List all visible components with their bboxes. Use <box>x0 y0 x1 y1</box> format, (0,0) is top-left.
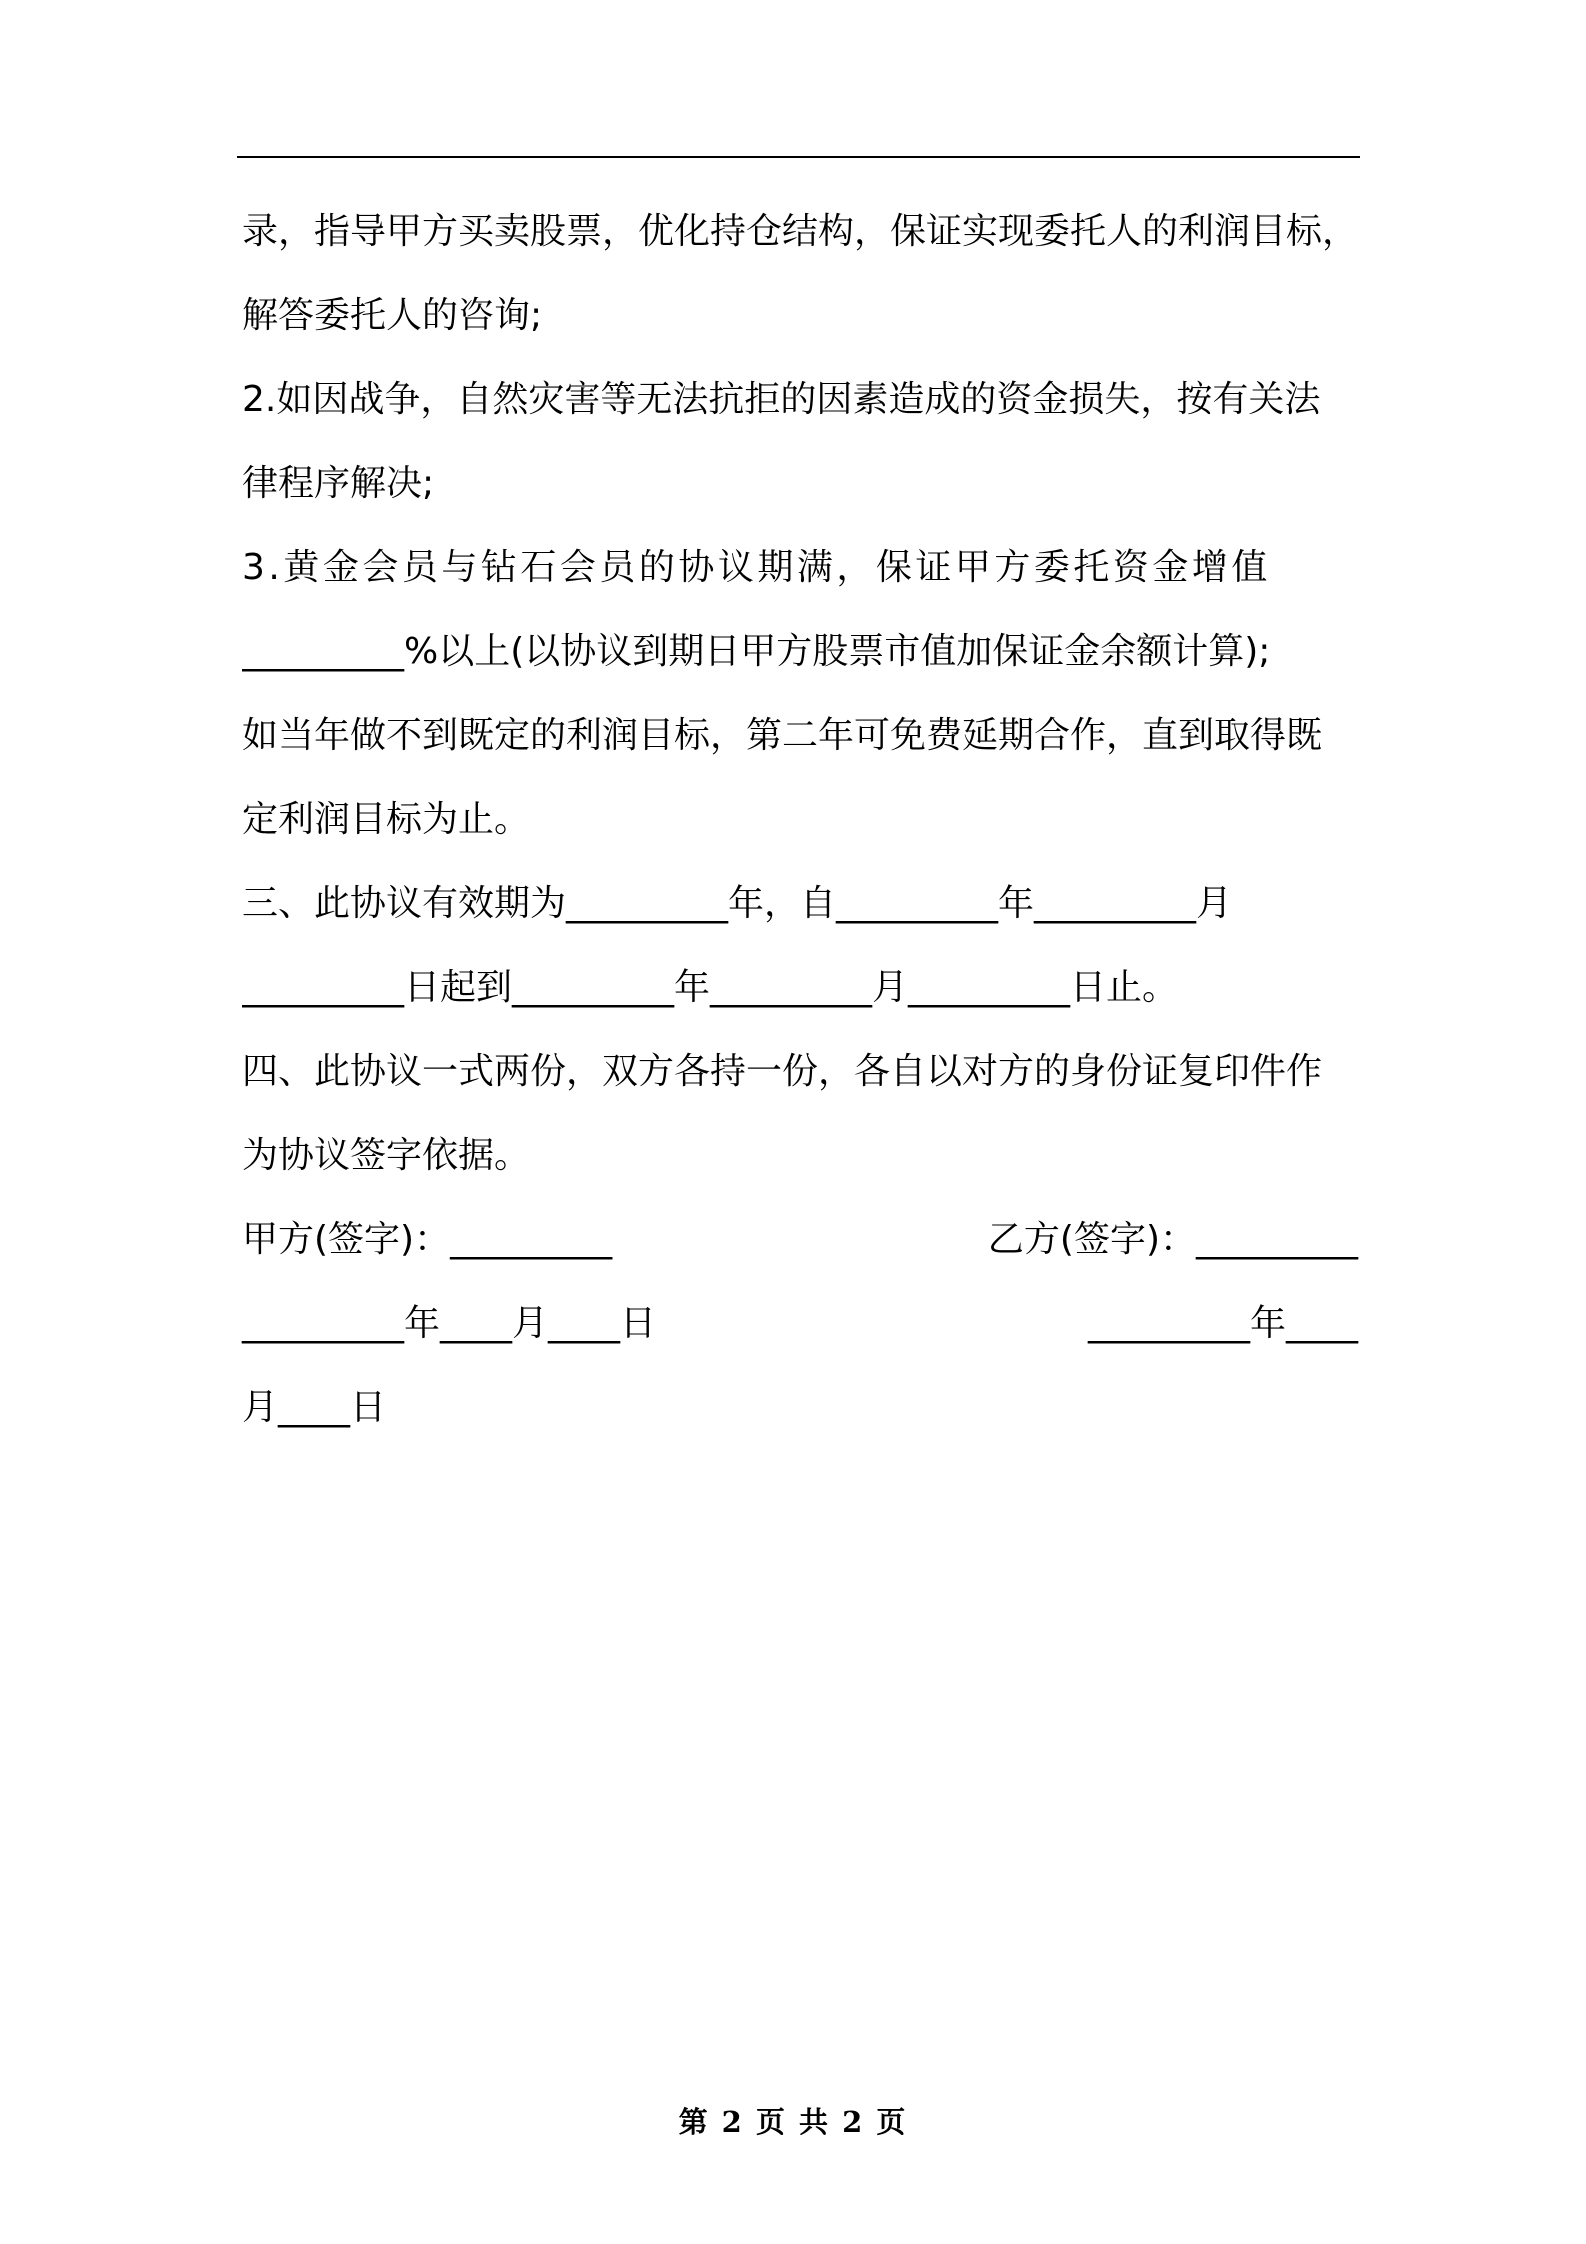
paragraph-line: _________%以上(以协议到期日甲方股票市值加保证金余额计算); <box>242 631 1271 672</box>
validity-line: _________日起到_________年_________月_________日止。 <box>242 967 1179 1008</box>
paragraph-line: 四、此协议一式两份，双方各持一份，各自以对方的身份证复印件作 <box>242 1051 1323 1092</box>
paragraph-line: 2.如因战争，自然灾害等无法抗拒的因素造成的资金损失，按有关法 <box>242 379 1321 420</box>
paragraph-line: 为协议签字依据。 <box>242 1135 531 1176</box>
paragraph-line: 律程序解决; <box>242 463 435 504</box>
signature-row <box>242 1198 1358 1282</box>
signature-date-row <box>242 1282 1358 1366</box>
paragraph-line: 3.黄金会员与钻石会员的协议期满，保证甲方委托资金增值 <box>242 547 1271 588</box>
party-b-date-continued: 月____日 <box>242 1387 387 1428</box>
paragraph-line: 录，指导甲方买卖股票，优化持仓结构，保证实现委托人的利润目标， <box>242 211 1358 252</box>
party-a-date: _________年____月____日 <box>242 1303 656 1344</box>
paragraph-line: 如当年做不到既定的利润目标，第二年可免费延期合作，直到取得既 <box>242 715 1323 756</box>
signature-date-continuation <box>242 1366 1358 1450</box>
party-b-date: _________年____ <box>1088 1303 1358 1344</box>
paragraph-line: 解答委托人的咨询; <box>242 295 543 336</box>
party-a-signature: 甲方(签字)：_________ <box>242 1219 613 1260</box>
paragraph-line: 定利润目标为止。 <box>242 799 531 840</box>
header-rule <box>237 156 1360 158</box>
validity-line: 三、此协议有效期为_________年，自_________年_________月 <box>242 883 1233 924</box>
party-b-signature: 乙方(签字)：_________ <box>987 1219 1358 1260</box>
document-body <box>242 190 1358 1450</box>
page-footer: 第 2 页 共 2 页 <box>678 2105 908 2139</box>
